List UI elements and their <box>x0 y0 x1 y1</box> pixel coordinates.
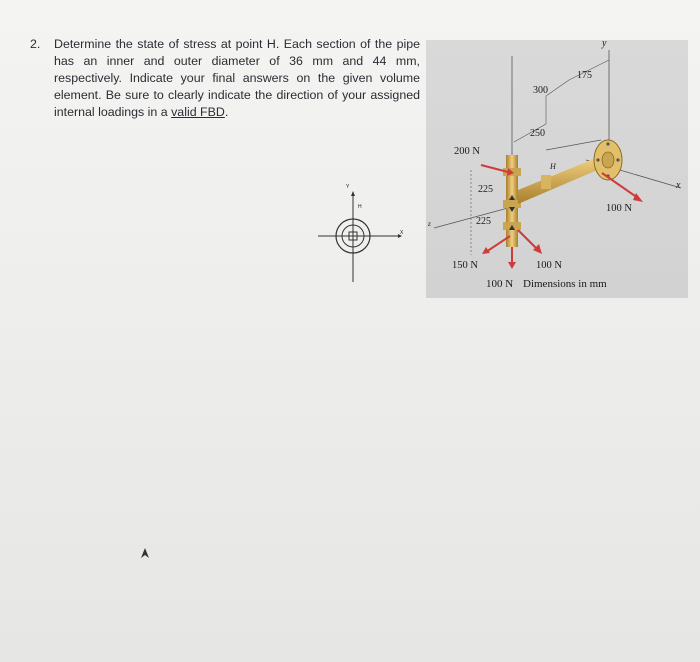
problem-statement <box>30 36 420 121</box>
problem-text <box>54 36 420 121</box>
sketch-h-label: H <box>358 204 362 210</box>
force-100n-label-bottom: 100 N <box>486 278 514 290</box>
dim-175: 175 <box>577 70 592 81</box>
force-100n-label-vertical: 100 N <box>536 260 562 271</box>
problem-text-main: Determine the state of stress at point H. Each section of the pipe has an inner and outer diameter of 36 mm and 44 mm, respectively. Indicate your final answers on the given volume element. Be sure to clearly indicate the direction of your assigned internal loadings in a <box>54 37 420 119</box>
sketch-x-label: X <box>400 230 404 236</box>
force-200n-label: 200 N <box>454 146 480 157</box>
dim-225-lower: 225 <box>476 216 491 227</box>
dim-300: 300 <box>533 85 548 96</box>
axis-y-label: y <box>602 38 607 49</box>
axis-z-label: z <box>428 220 431 228</box>
dim-225-upper: 225 <box>478 184 493 195</box>
problem-text-end: . <box>224 105 229 119</box>
force-150n-label: 150 N <box>452 260 478 271</box>
fbd-underlined-text: valid FBD <box>171 105 225 119</box>
axis-x-label: x <box>676 180 681 191</box>
volume-element-sketch <box>318 184 408 288</box>
volume-element-drawing <box>318 188 408 288</box>
problem-number: 2. <box>30 37 41 51</box>
sketch-y-label: Y <box>346 184 350 190</box>
mouse-cursor-icon <box>140 546 150 564</box>
dim-250: 250 <box>530 128 545 139</box>
point-h-label: H <box>550 162 556 171</box>
force-100n-label-right: 100 N <box>606 203 632 214</box>
dimensions-caption: Dimensions in mm <box>523 278 607 290</box>
pipe-assembly-figure <box>426 40 688 298</box>
